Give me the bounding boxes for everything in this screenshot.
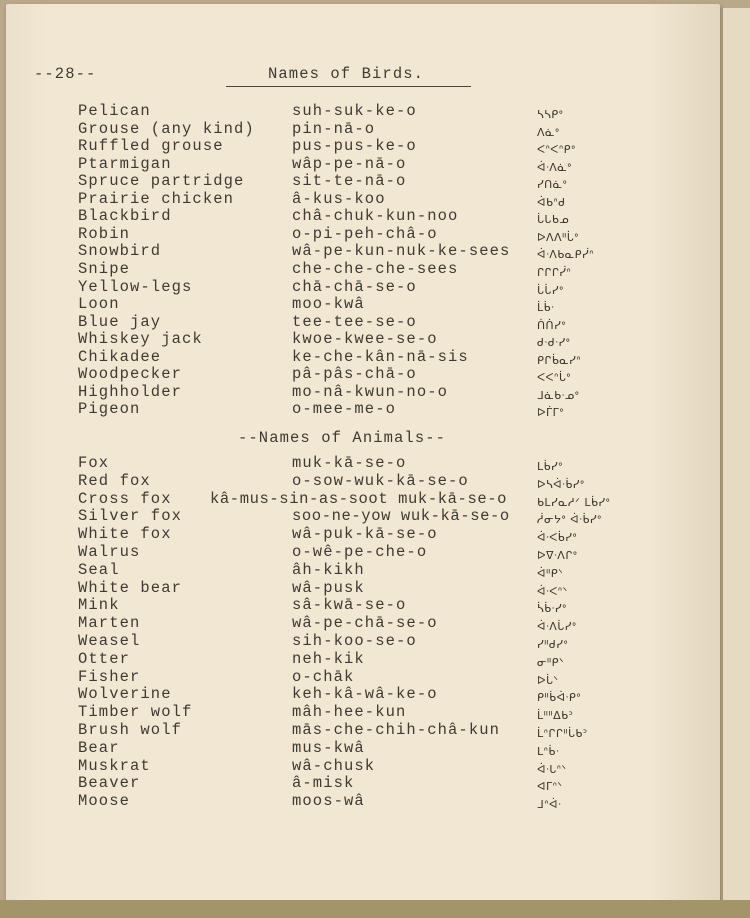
syllabics-name: ᐋᐧᐱᑲᓇᑭᓰᐢ <box>537 248 594 262</box>
cree-name: wâ-puk-kā-se-o <box>292 525 438 544</box>
cree-name: sih-koo-se-o <box>292 632 417 650</box>
english-name: Pigeon <box>78 400 141 419</box>
cree-name: o-mee-me-o <box>292 400 397 419</box>
cree-name: mus-kwâ <box>292 738 365 757</box>
english-name: Highholder <box>78 382 183 401</box>
english-name: Woodpecker <box>78 365 183 384</box>
cree-name: â-kus-koo <box>292 189 386 208</box>
cree-name: kâ-mus-sin-as-soot muk-kā-se-o <box>210 489 508 508</box>
english-name: Otter <box>78 649 131 668</box>
syllabics-name: ᒪᐢᑳᐧ <box>537 744 560 758</box>
cree-name: neh-kik <box>292 649 365 668</box>
syllabics-name: ᓯᐦᑯᓯᐤ <box>537 638 569 651</box>
syllabics-name: ᐸᐸᐢᒑᐤ <box>537 371 572 385</box>
cree-name: sit-te-nā-o <box>292 172 407 191</box>
cree-name: pus-pus-ke-o <box>292 137 417 156</box>
cree-name: â-misk <box>292 774 355 793</box>
cree-name: wâ-pe-chā-se-o <box>292 614 438 633</box>
cree-name: che-che-che-sees <box>292 259 459 278</box>
english-name: Wolverine <box>78 685 172 704</box>
cree-name: moo-kwâ <box>292 295 365 314</box>
syllabics-name: ᐱᓈᐤ <box>537 125 560 139</box>
syllabics-name: ᐋᐧᐸᑳᓯᐤ <box>537 531 578 545</box>
next-page-edge <box>722 8 750 904</box>
syllabics-name: ᑭᐦᑳᐋᐧᑭᐤ <box>537 691 582 705</box>
title-underline <box>226 86 471 87</box>
syllabics-name: ᒑᒐᑲᓄ <box>537 213 570 227</box>
syllabics-name: ᒫᑳᐧ <box>537 301 555 315</box>
english-name: White bear <box>78 578 183 597</box>
syllabics-name: ᐋᐦᑭᐠ <box>537 566 564 580</box>
english-name: Snowbird <box>78 242 162 261</box>
syllabics-name: ᐋᑲᐢᑯ <box>537 195 566 209</box>
cree-name: muk-kā-se-o <box>292 454 407 472</box>
english-name: Blackbird <box>78 207 172 226</box>
page-number: --28-- <box>34 65 97 83</box>
syllabics-name: ᒪᑳᓯᐤ <box>537 460 563 473</box>
cree-name: châ-chuk-kun-noo <box>292 207 459 226</box>
english-name: Timber wolf <box>78 703 193 722</box>
english-name: Ptarmigan <box>78 154 172 173</box>
english-name: Bear <box>78 738 120 757</box>
cree-name: soo-ne-yow wuk-kā-se-o <box>292 507 510 526</box>
syllabics-name: ᐋᐧᐱᒑᓯᐤ <box>537 620 577 634</box>
syllabics-name: ᓲᓂᔭᐤ ᐋᐧᑳᓯᐤ <box>537 513 602 527</box>
cree-name: mās-che-chih-châ-kun <box>292 721 501 739</box>
cree-name: âh-kikh <box>292 560 365 579</box>
english-name: Fox <box>78 454 110 472</box>
cree-name: moos-wâ <box>292 792 365 811</box>
english-name: Muskrat <box>78 756 151 775</box>
english-name: Snipe <box>78 259 131 278</box>
syllabics-name: ᓂᐦᑭᐠ <box>537 655 565 669</box>
english-name: White fox <box>78 525 172 544</box>
cree-name: o-chāk <box>292 667 355 686</box>
english-name: Loon <box>78 295 120 314</box>
english-name: Cross fox <box>78 489 172 508</box>
syllabics-name: ᑭᒋᑳᓇᓯᐢ <box>537 353 582 367</box>
cree-name: suh-suk-ke-o <box>292 102 417 120</box>
english-name: Moose <box>78 792 131 811</box>
english-name: Grouse (any kind) <box>78 119 255 138</box>
syllabics-name: ᐅᓴᐋᐧᑳᓯᐤ <box>537 477 585 491</box>
syllabics-name: ᐅᒑᐠ <box>537 673 559 687</box>
english-name: Red fox <box>78 471 151 490</box>
cree-name: o-sow-wuk-kā-se-o <box>292 471 469 490</box>
english-name: Mink <box>78 596 120 615</box>
cree-name: kwoe-kwee-se-o <box>292 330 438 349</box>
cree-name: wâ-pusk <box>292 578 365 597</box>
cree-name: wâp-pe-nā-o <box>292 154 407 173</box>
english-name: Walrus <box>78 543 141 561</box>
syllabics-name: ᐅᒦᒥᐤ <box>537 406 564 420</box>
syllabics-name: ᑏᑏᓯᐤ <box>537 318 567 332</box>
english-name: Whiskey jack <box>78 330 203 349</box>
syllabics-name: ᑲᒪᓯᓇᓱᐟ ᒪᑳᓯᐤ <box>537 495 611 509</box>
syllabics-name: ᑯᐧᑯᐧᓯᐤ <box>537 336 571 350</box>
syllabics-name: ᓵᑳᐧᓯᐤ <box>537 602 567 616</box>
english-name: Spruce partridge <box>78 172 245 191</box>
syllabics-name: ᒧᐢᐋᐧ <box>537 798 562 812</box>
cree-name: wâ-chusk <box>292 756 376 775</box>
cree-name: ke-che-kân-nā-sis <box>292 347 469 366</box>
cree-name: mâh-hee-kun <box>292 703 407 722</box>
cree-name: sâ-kwā-se-o <box>292 596 407 615</box>
syllabics-name: ᓯᑎᓈᐤ <box>537 178 568 192</box>
english-name: Seal <box>78 560 120 579</box>
cree-name: keh-kâ-wâ-ke-o <box>292 685 438 704</box>
syllabics-name: ᒋᒋᒋᓰᐢ <box>537 265 572 279</box>
english-name: Beaver <box>78 774 141 793</box>
english-name: Silver fox <box>78 507 183 526</box>
english-name: Pelican <box>78 102 151 120</box>
cree-name: o-wê-pe-che-o <box>292 543 428 561</box>
english-name: Blue jay <box>78 312 162 331</box>
syllabics-name: ᐅᐱᐱᐦᒑᐤ <box>537 230 579 244</box>
page-title: Names of Birds. <box>268 65 425 83</box>
cree-name: wâ-pe-kun-nuk-ke-sees <box>292 242 511 261</box>
syllabics-name: ᐋᐧᐱᓈᐤ <box>537 160 572 174</box>
english-name: Prairie chicken <box>78 189 235 208</box>
syllabics-name: ᐋᐧᒐᐢᐠ <box>537 762 567 776</box>
english-name: Robin <box>78 224 131 243</box>
english-name: Ruffled grouse <box>78 137 224 156</box>
cree-name: pâ-pâs-chā-o <box>292 365 417 384</box>
syllabics-name: ᒫᐦᐦᐃᑲᐣ <box>537 709 574 723</box>
syllabics-name: ᓴᓴᑭᐤ <box>537 108 564 121</box>
syllabics-name: ᒑᒑᓯᐤ <box>537 283 564 297</box>
english-name: Marten <box>78 614 141 633</box>
animals-heading: --Names of Animals-- <box>238 429 447 447</box>
cree-name: pin-nā-o <box>292 119 376 138</box>
english-name: Brush wolf <box>78 721 183 739</box>
english-name: Yellow-legs <box>78 277 193 296</box>
syllabics-name: ᒧᓈᑲᐧᓄᐤ <box>537 388 580 402</box>
syllabics-name: ᒫᐢᒋᒋᐦᒑᑲᐣ <box>537 727 588 740</box>
cree-name: o-pi-peh-châ-o <box>292 224 438 243</box>
cover-edge <box>0 900 750 918</box>
cree-name: chā-chā-se-o <box>292 277 417 296</box>
cree-name: mo-nâ-kwun-no-o <box>292 382 449 401</box>
english-name: Chikadee <box>78 347 162 366</box>
syllabics-name: ᐊᒥᐢᐠ <box>537 780 563 794</box>
syllabics-name: ᐅᐁᐧᐱᒋᐤ <box>537 549 578 562</box>
syllabics-name: ᐋᐧᐸᐢᐠ <box>537 584 568 598</box>
cree-name: tee-tee-se-o <box>292 312 417 331</box>
english-name: Weasel <box>78 632 141 650</box>
syllabics-name: ᐸᐢᐸᐢᑭᐤ <box>537 143 576 157</box>
english-name: Fisher <box>78 667 141 686</box>
